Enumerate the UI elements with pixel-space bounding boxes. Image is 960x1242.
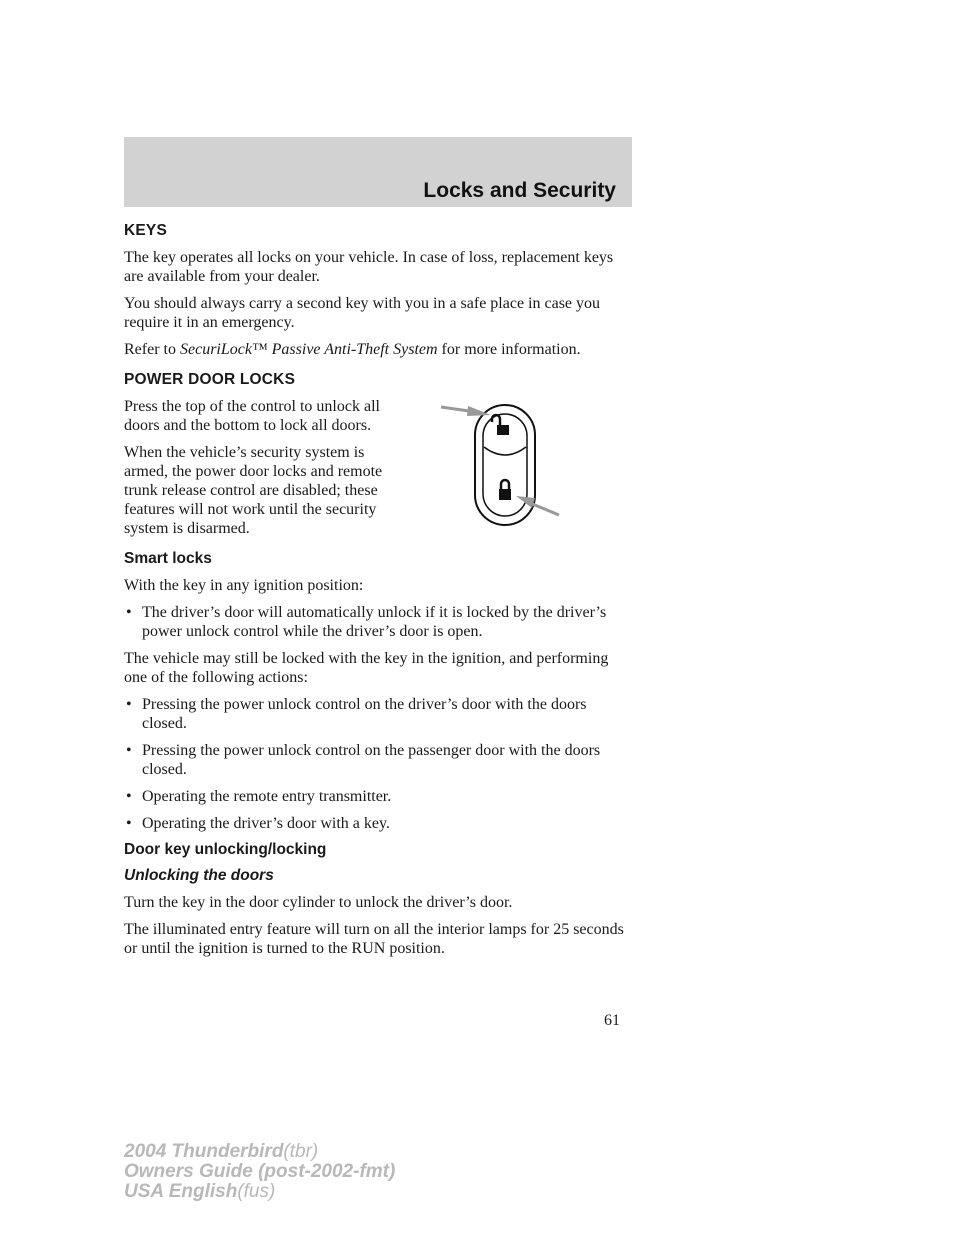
switch-outer-bezel <box>475 405 535 525</box>
door-lock-switch-diagram <box>434 401 584 531</box>
footer-line-1 <box>124 1142 395 1162</box>
power-door-locks-text <box>124 397 386 538</box>
power-door-locks-section <box>124 371 634 538</box>
power-door-locks-paragraph-2: When the vehicle’s security system is armed, the power door locks and remote trunk release control are disabled; these features will not work until the security system is disarmed. <box>124 444 383 537</box>
smart-locks-intro: With the key in any ignition position: <box>124 577 364 594</box>
door-key-paragraph-1: Turn the key in the door cylinder to unlock the driver’s door. <box>124 894 513 911</box>
smart-locks-bullets-1 <box>124 603 634 641</box>
lock-icon <box>499 480 511 500</box>
section-title: Locks and Security <box>423 179 616 202</box>
footer-model: 2004 Thunderbird <box>124 1141 284 1162</box>
door-key-heading: Door key unlocking/locking <box>124 841 327 858</box>
keys-paragraph-1: The key operates all locks on your vehicle. In case of loss, replacement keys are available from your dealer. <box>124 249 614 285</box>
more-info-text: for more information. <box>437 341 581 358</box>
unlock-icon <box>492 415 509 435</box>
list-item: • The driver’s door will automatically unlock if it is locked by the driver’s power unlock control while the driver’s door is open. <box>124 603 634 641</box>
power-door-locks-paragraph-1: Press the top of the control to unlock all doors and the bottom to lock all doors. <box>124 398 380 434</box>
footer-model-code: (tbr) <box>283 1141 319 1162</box>
footer-line-2: Owners Guide (post-2002-fmt) <box>124 1161 396 1182</box>
switch-divider-line <box>484 447 526 455</box>
list-item: • Operating the remote entry transmitter. <box>124 787 634 806</box>
document-footer <box>124 1142 395 1202</box>
list-item: • Pressing the power unlock control on the passenger door with the doors closed. <box>124 741 634 779</box>
smart-locks-bullets-2 <box>124 695 634 833</box>
callout-line-unlock <box>441 407 469 411</box>
footer-language: USA English <box>124 1181 238 1202</box>
securilock-reference: SecuriLock™ Passive Anti-Theft System <box>179 341 438 358</box>
smart-locks-heading: Smart locks <box>124 550 212 567</box>
unlocking-doors-subheading: Unlocking the doors <box>124 867 274 884</box>
list-item: • Pressing the power unlock control on the driver’s door with the doors closed. <box>124 695 634 733</box>
door-key-paragraph-2: The illuminated entry feature will turn on all the interior lamps for 25 seconds or until the ignition is turned to the RUN position. <box>124 921 624 957</box>
keys-paragraph-2: You should always carry a second key with you in a safe place in case you require it in an emergency. <box>124 295 601 331</box>
smart-locks-paragraph-2: The vehicle may still be locked with the key in the ignition, and performing one of the following actions: <box>124 650 609 686</box>
keys-paragraph-3 <box>124 340 634 359</box>
footer-language-code: (fus) <box>237 1181 276 1202</box>
page-number: 61 <box>604 1012 620 1029</box>
keys-heading: KEYS <box>124 222 168 239</box>
power-door-locks-heading: POWER DOOR LOCKS <box>124 371 296 388</box>
refer-to-text: Refer to <box>124 341 180 358</box>
list-item: • Operating the driver’s door with a key. <box>124 814 634 833</box>
page-content <box>124 222 634 966</box>
footer-line-3 <box>124 1182 395 1202</box>
callout-arrow-lock <box>516 496 535 508</box>
section-header-bar <box>124 137 632 207</box>
callout-line-lock <box>530 503 559 515</box>
